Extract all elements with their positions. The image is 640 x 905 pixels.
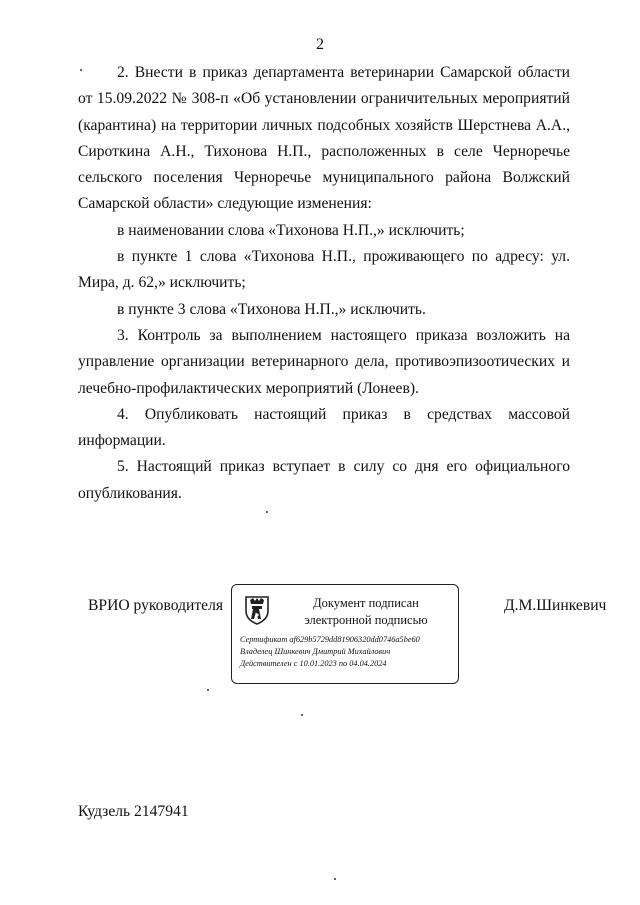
paragraph-amendment-title: в наименовании слова «Тихонова Н.П.,» исключить; [117, 221, 465, 239]
paragraph-amendment-point-3: в пункте 3 слова «Тихонова Н.П.,» исключить. [117, 300, 426, 318]
signer-position-title: ВРИО руководителя [88, 597, 224, 614]
scan-speck [80, 69, 82, 71]
electronic-signature-stamp [231, 584, 459, 684]
signature-heading-line-1: Документ подписан [313, 596, 419, 610]
signature-details [240, 634, 420, 670]
signature-heading-line-2: электронной подписью [304, 613, 428, 627]
signature-owner: Владелец Шинкевич Дмитрий Михайлович [240, 647, 391, 656]
scan-speck [334, 878, 336, 880]
signature-validity: Действителен с 10.01.2023 по 04.04.2024 [240, 659, 387, 668]
paragraph-amendment-point-1: в пункте 1 слова «Тихонова Н.П., проживающего по адресу: ул. Мира, д. 62,» исключить; [78, 248, 570, 292]
signature-heading [276, 595, 456, 629]
paragraph-item-4: 4. Опубликовать настоящий приказ в средствах массовой информации. [78, 405, 570, 450]
paragraph-item-2: 2. Внести в приказ департамента ветеринарии Самарской области от 15.09.2022 № 308-п «Об установлении ограничительных мероприятий (карантина) на территории личных подсобных хозяйств Шерстнева А.А., Сироткина А.Н., Тихонова Н.П., расположенных в селе Черноречье сельского поселения Черноречье муниципального района Волжский Самарской области» следующие изменения: [78, 64, 570, 213]
scan-speck [301, 714, 303, 716]
scan-speck [207, 689, 209, 691]
paragraph-item-3: 3. Контроль за выполнением настоящего приказа возложить на управление организации ветеринарного дела, противоэпизоотических и лечебно-профилактических мероприятий (Лонеев). [78, 326, 570, 397]
paragraph-item-5: 5. Настоящий приказ вступает в силу со дня его официального опубликования. [78, 458, 570, 502]
page-number: 2 [316, 36, 324, 53]
executor-info: Кудзель 2147941 [78, 803, 189, 820]
signature-certificate: Сертификат af629b5729dd81906320dd0746a5be60 [240, 635, 420, 644]
document-body [78, 60, 570, 507]
samara-coat-of-arms-icon [243, 595, 271, 625]
signer-name: Д.М.Шинкевич [504, 597, 607, 614]
scan-speck [266, 511, 268, 513]
